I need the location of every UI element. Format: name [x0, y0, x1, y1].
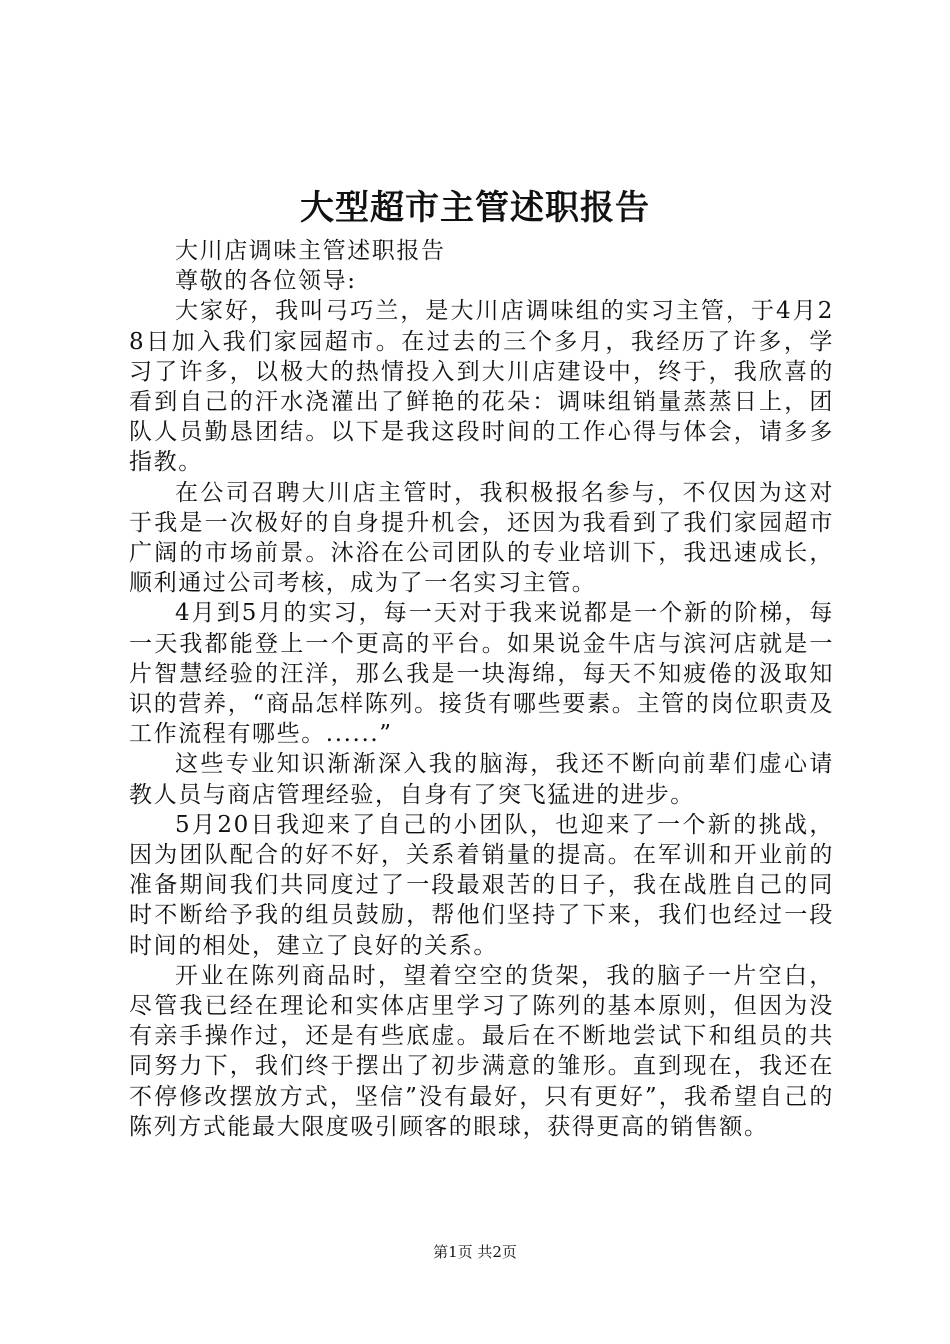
body-paragraph: 在公司召聘大川店主管时，我积极报名参与，不仅因为这对于我是一次极好的自身提升机会，还因为我看到了我们家园超市广阔的市场前景。沐浴在公司团队的专业培训下，我迅速成长，顺利通过公司考核，成为了一名实习主管。: [129, 479, 834, 597]
body-paragraph: 4月到5月的实习，每一天对于我来说都是一个新的阶梯，每一天我都能登上一个更高的平台。如果说金牛店与滨河店就是一片智慧经验的汪洋，那么我是一块海绵，每天不知疲倦的汲取知识的营养，“商品怎样陈列。接货有哪些要素。主管的岗位职责及工作流程有哪些。......”: [129, 600, 834, 748]
body-paragraph: 大家好，我叫弓巧兰，是大川店调味组的实习主管，于4月28日加入我们家园超市。在过去的三个多月，我经历了许多，学习了许多，以极大的热情投入到大川店建设中，终于，我欣喜的看到自己的汗水浇灌出了鲜艳的花朵：调味组销量蒸蒸日上，团队人员勤恳团结。以下是我这段时间的工作心得与体会，请多多指教。: [129, 298, 834, 476]
subtitle-paragraph: 大川店调味主管述职报告: [175, 238, 446, 264]
salutation-paragraph: 尊敬的各位领导:: [175, 268, 357, 295]
document-title: 大型超市主管述职报告: [300, 188, 650, 228]
body-paragraph: 开业在陈列商品时，望着空空的货架，我的脑子一片空白，尽管我已经在理论和实体店里学习了陈列的基本原则，但因为没有亲手操作过，还是有些底虚。最后在不断地尝试下和组员的共同努力下，我们终于摆出了初步满意的雏形。直到现在，我还在不停修改摆放方式，坚信”没有最好，只有更好”，我希望自己的陈列方式能最大限度吸引顾客的眼球，获得更高的销售额。: [129, 962, 834, 1140]
document-body: [129, 236, 834, 1142]
body-paragraph: 这些专业知识渐渐深入我的脑海，我还不断向前辈们虚心请教人员与商店管理经验，自身有了突飞猛进的进步。: [129, 751, 834, 808]
body-paragraph: 5月20日我迎来了自己的小团队，也迎来了一个新的挑战，因为团队配合的好不好，关系着销量的提高。在军训和开业前的准备期间我们共同度过了一段最艰苦的日子，我在战胜自己的同时不断给予我的组员鼓励，帮他们坚持了下来，我们也经过一段时间的相处，建立了良好的关系。: [129, 811, 834, 959]
page-number-footer: 第1页 共2页: [433, 1243, 517, 1261]
